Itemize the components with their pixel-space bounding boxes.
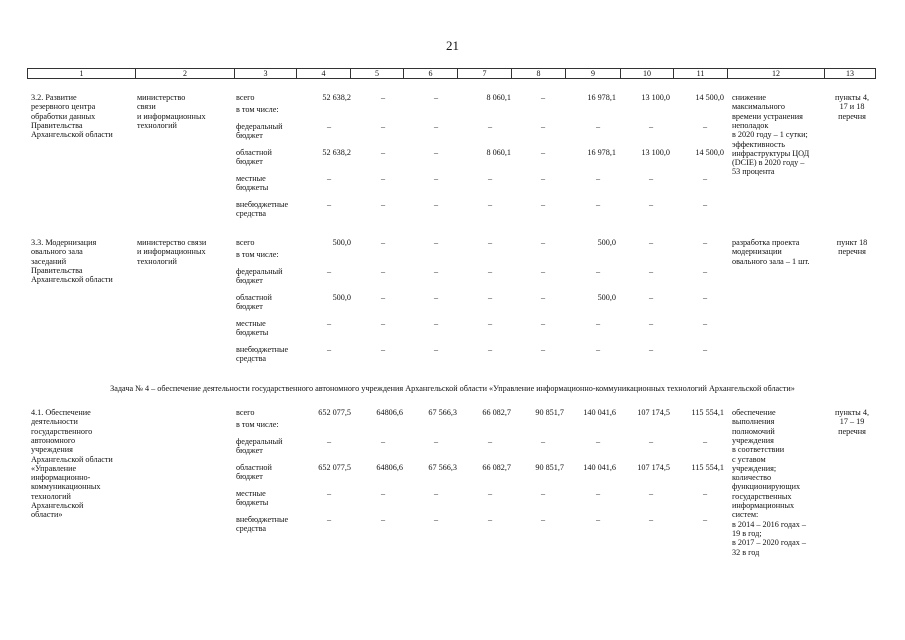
funding-value-cell: 52 638,2 bbox=[322, 93, 351, 102]
expected-result-line: систем: bbox=[732, 510, 759, 520]
executor-line: министерство связи bbox=[137, 238, 207, 247]
activity-name-line: области» bbox=[31, 510, 63, 520]
expected-result-line: овального зала – 1 шт. bbox=[732, 256, 810, 266]
funding-value-cell: – bbox=[326, 437, 332, 446]
reference-line: пункты 4, bbox=[835, 93, 869, 102]
activity-name-line: резервного центра bbox=[31, 102, 96, 112]
funding-value-cell: – bbox=[540, 515, 546, 524]
column-header: 8 bbox=[512, 69, 566, 79]
reference-line: перечня bbox=[838, 111, 866, 121]
funding-value-cell: 16 978,1 bbox=[587, 93, 616, 102]
funding-value-cell: – bbox=[380, 345, 386, 354]
activity-name-line: автономного bbox=[31, 435, 76, 445]
funding-value-cell: – bbox=[702, 293, 708, 302]
executor-line: министерство bbox=[137, 93, 186, 102]
funding-value-cell: 67 566,3 bbox=[428, 408, 457, 417]
expected-result-line: учреждения; bbox=[732, 463, 777, 473]
funding-value-cell: – bbox=[702, 515, 708, 524]
funding-value-cell: – bbox=[648, 293, 654, 302]
funding-value-cell: – bbox=[595, 345, 601, 354]
funding-value-cell: – bbox=[433, 345, 439, 354]
funding-value-cell: – bbox=[648, 122, 654, 131]
funding-value-cell: – bbox=[380, 267, 386, 276]
expected-result-line: обеспечение bbox=[732, 408, 776, 417]
funding-source-label: местные bbox=[236, 174, 266, 183]
funding-value-cell: – bbox=[380, 515, 386, 524]
funding-value-cell: – bbox=[487, 489, 493, 498]
funding-source-label: внебюджетные bbox=[236, 345, 289, 354]
activity-name-line: 3.2. Развитие bbox=[31, 93, 77, 102]
funding-source-label: средства bbox=[236, 524, 267, 534]
expected-result-line: инфраструктуры ЦОД bbox=[732, 148, 810, 158]
activity-name-line: учреждения bbox=[31, 445, 73, 455]
funding-source-label: бюджет bbox=[236, 302, 263, 312]
funding-value-cell: – bbox=[326, 345, 332, 354]
funding-value-cell: – bbox=[702, 200, 708, 209]
funding-source-label: в том числе: bbox=[236, 105, 279, 114]
funding-value-cell: – bbox=[326, 267, 332, 276]
activity-name-line: Архангельской области bbox=[31, 454, 113, 464]
expected-result-line: 32 в год bbox=[732, 547, 760, 557]
page-number: 21 bbox=[446, 38, 459, 53]
column-header: 12 bbox=[728, 69, 825, 79]
funding-value-cell: 14 500,0 bbox=[695, 93, 724, 102]
funding-source-label: федеральный bbox=[236, 267, 283, 276]
funding-source-label: федеральный bbox=[236, 437, 283, 446]
column-header: 9 bbox=[566, 69, 621, 79]
funding-value-cell: 652 077,5 bbox=[318, 408, 351, 417]
funding-value-cell: – bbox=[595, 267, 601, 276]
funding-value-cell: – bbox=[540, 319, 546, 328]
activity-name-line: Архангельской области bbox=[31, 275, 113, 285]
expected-result-line: выполнения bbox=[732, 417, 775, 427]
funding-value-cell: – bbox=[380, 293, 386, 302]
funding-value-cell: 8 060,1 bbox=[486, 148, 511, 157]
funding-value-cell: – bbox=[702, 437, 708, 446]
funding-value-cell: 500,0 bbox=[332, 293, 351, 302]
activity-name-line: 4.1. Обеспечение bbox=[31, 408, 91, 417]
funding-value-cell: – bbox=[595, 122, 601, 131]
funding-source-label: внебюджетные bbox=[236, 200, 289, 209]
funding-value-cell: – bbox=[540, 293, 546, 302]
executor-line: и информационных bbox=[137, 247, 206, 257]
reference-line: перечня bbox=[838, 426, 866, 436]
expected-result-line: с уставом bbox=[732, 454, 766, 464]
funding-value-cell: – bbox=[702, 238, 708, 247]
activity-name-line: овального зала bbox=[31, 247, 83, 257]
activity-name-line: Архангельской bbox=[31, 501, 84, 510]
funding-source-label: бюджеты bbox=[236, 328, 269, 338]
funding-value-cell: 64806,6 bbox=[376, 463, 403, 472]
funding-source-label: всего bbox=[236, 93, 255, 102]
expected-result-line: снижение bbox=[732, 93, 766, 102]
funding-value-cell: 13 100,0 bbox=[641, 93, 670, 102]
funding-value-cell: – bbox=[487, 238, 493, 247]
funding-value-cell: 64806,6 bbox=[376, 408, 403, 417]
funding-value-cell: 66 082,7 bbox=[482, 408, 511, 417]
funding-value-cell: 652 077,5 bbox=[318, 463, 351, 472]
funding-value-cell: – bbox=[540, 200, 546, 209]
funding-value-cell: 13 100,0 bbox=[641, 148, 670, 157]
activity-name-line: обработки данных bbox=[31, 111, 96, 121]
task-4-heading: Задача № 4 – обеспечение деятельности государственного автономного учреждения Архангельской области «Управление информационно-коммуникационных технологий Архангельской области» bbox=[110, 384, 795, 393]
expected-result-line: количество bbox=[732, 473, 772, 483]
funding-value-cell: 8 060,1 bbox=[486, 93, 511, 102]
funding-source-label: всего bbox=[236, 238, 255, 247]
funding-value-cell: – bbox=[433, 319, 439, 328]
column-number-header bbox=[27, 68, 876, 79]
funding-source-label: бюджет bbox=[236, 131, 263, 141]
funding-value-cell: – bbox=[540, 489, 546, 498]
funding-value-cell: – bbox=[702, 489, 708, 498]
funding-source-label: областной bbox=[236, 463, 272, 472]
column-header: 7 bbox=[458, 69, 512, 79]
activity-name-line: информационно- bbox=[31, 473, 91, 483]
funding-value-cell: – bbox=[702, 345, 708, 354]
funding-value-cell: – bbox=[433, 93, 439, 102]
funding-value-cell: – bbox=[433, 515, 439, 524]
funding-value-cell: – bbox=[540, 437, 546, 446]
executor-line: технологий bbox=[137, 256, 177, 266]
funding-value-cell: – bbox=[595, 200, 601, 209]
funding-value-cell: – bbox=[380, 489, 386, 498]
funding-value-cell: – bbox=[540, 148, 546, 157]
funding-source-label: областной bbox=[236, 293, 272, 302]
reference-line: 17 и 18 bbox=[839, 102, 865, 112]
funding-value-cell: – bbox=[433, 148, 439, 157]
funding-value-cell: 66 082,7 bbox=[482, 463, 511, 472]
funding-value-cell: – bbox=[487, 293, 493, 302]
expected-result-line: 53 процента bbox=[732, 167, 775, 177]
funding-value-cell: – bbox=[648, 319, 654, 328]
funding-value-cell: – bbox=[648, 238, 654, 247]
reference-line: пункт 18 bbox=[836, 238, 868, 247]
funding-value-cell: 52 638,2 bbox=[322, 148, 351, 157]
funding-value-cell: – bbox=[433, 437, 439, 446]
funding-value-cell: – bbox=[433, 174, 439, 183]
funding-value-cell: – bbox=[648, 200, 654, 209]
funding-value-cell: – bbox=[540, 267, 546, 276]
funding-source-label: федеральный bbox=[236, 122, 283, 131]
expected-result-line: разработка проекта bbox=[732, 238, 800, 247]
expected-result-line: информационных bbox=[732, 501, 795, 510]
funding-value-cell: – bbox=[487, 515, 493, 524]
activity-name-line: Правительства bbox=[31, 265, 83, 275]
funding-source-label: средства bbox=[236, 209, 267, 219]
reference-line: 17 – 19 bbox=[839, 417, 865, 427]
funding-value-cell: – bbox=[433, 267, 439, 276]
funding-value-cell: 90 851,7 bbox=[535, 408, 564, 417]
funding-value-cell: 16 978,1 bbox=[587, 148, 616, 157]
funding-value-cell: – bbox=[326, 200, 332, 209]
funding-value-cell: 115 554,1 bbox=[691, 463, 724, 472]
funding-value-cell: – bbox=[540, 174, 546, 183]
expected-result-line: в 2020 году – 1 сутки; bbox=[732, 130, 808, 140]
funding-value-cell: – bbox=[326, 489, 332, 498]
funding-value-cell: – bbox=[702, 267, 708, 276]
expected-result-line: функционирующих bbox=[732, 482, 801, 492]
funding-value-cell: 90 851,7 bbox=[535, 463, 564, 472]
funding-value-cell: – bbox=[648, 437, 654, 446]
funding-value-cell: 107 174,5 bbox=[637, 463, 670, 472]
activity-name-line: Правительства bbox=[31, 120, 83, 130]
funding-value-cell: – bbox=[487, 174, 493, 183]
expected-result-line: государственных bbox=[732, 491, 792, 501]
funding-value-cell: – bbox=[595, 174, 601, 183]
activity-name-line: технологий bbox=[31, 491, 71, 501]
expected-result-line: в 2014 – 2016 годах – bbox=[732, 519, 806, 529]
funding-value-cell: – bbox=[380, 319, 386, 328]
funding-value-cell: 500,0 bbox=[597, 293, 616, 302]
expected-result-line: учреждения bbox=[732, 435, 774, 445]
expected-result-line: максимального bbox=[732, 102, 785, 112]
funding-source-label: бюджет bbox=[236, 446, 263, 456]
funding-value-cell: – bbox=[595, 319, 601, 328]
funding-value-cell: – bbox=[648, 515, 654, 524]
expected-result-line: в 2017 – 2020 годах – bbox=[732, 538, 806, 548]
funding-value-cell: 107 174,5 bbox=[637, 408, 670, 417]
activity-name-line: «Управление bbox=[31, 463, 77, 473]
funding-value-cell: – bbox=[702, 174, 708, 183]
funding-value-cell: – bbox=[433, 238, 439, 247]
expected-result-line: эффективность bbox=[732, 139, 785, 149]
funding-value-cell: – bbox=[380, 174, 386, 183]
funding-value-cell: – bbox=[487, 267, 493, 276]
funding-value-cell: – bbox=[540, 122, 546, 131]
funding-source-label: бюджеты bbox=[236, 183, 269, 193]
executor-line: технологий bbox=[137, 120, 177, 130]
funding-value-cell: – bbox=[326, 174, 332, 183]
funding-value-cell: – bbox=[487, 200, 493, 209]
funding-value-cell: – bbox=[326, 319, 332, 328]
column-header: 11 bbox=[674, 69, 728, 79]
expected-result-line: (DCIE) в 2020 году – bbox=[732, 158, 805, 168]
funding-source-label: областной bbox=[236, 148, 272, 157]
funding-value-cell: 140 041,6 bbox=[583, 408, 616, 417]
executor-line: связи bbox=[137, 102, 156, 112]
activity-name-line: государственного bbox=[31, 426, 93, 436]
column-header: 2 bbox=[136, 69, 235, 79]
column-header: 13 bbox=[825, 69, 876, 79]
funding-value-cell: – bbox=[702, 122, 708, 131]
column-header: 5 bbox=[351, 69, 404, 79]
funding-value-cell: – bbox=[433, 489, 439, 498]
funding-source-label: местные bbox=[236, 489, 266, 498]
funding-value-cell: 14 500,0 bbox=[695, 148, 724, 157]
funding-value-cell: – bbox=[380, 238, 386, 247]
funding-source-label: в том числе: bbox=[236, 420, 279, 429]
expected-result-line: неполадок bbox=[732, 120, 769, 130]
activity-name-line: коммуникационных bbox=[31, 482, 101, 492]
activity-name-line: 3.3. Модернизация bbox=[31, 238, 97, 247]
column-header: 4 bbox=[297, 69, 351, 79]
funding-value-cell: – bbox=[380, 122, 386, 131]
funding-value-cell: – bbox=[433, 200, 439, 209]
funding-value-cell: – bbox=[380, 93, 386, 102]
activity-name-line: Архангельской области bbox=[31, 130, 113, 140]
funding-source-label: бюджет bbox=[236, 472, 263, 482]
funding-source-label: бюджеты bbox=[236, 498, 269, 508]
funding-value-cell: – bbox=[595, 515, 601, 524]
funding-source-label: внебюджетные bbox=[236, 515, 289, 524]
funding-value-cell: 115 554,1 bbox=[691, 408, 724, 417]
funding-value-cell: – bbox=[595, 489, 601, 498]
funding-source-label: местные bbox=[236, 319, 266, 328]
funding-value-cell: – bbox=[540, 93, 546, 102]
funding-value-cell: – bbox=[487, 319, 493, 328]
funding-value-cell: – bbox=[648, 345, 654, 354]
column-header: 1 bbox=[28, 69, 136, 79]
funding-value-cell: – bbox=[648, 174, 654, 183]
funding-value-cell: – bbox=[380, 200, 386, 209]
funding-value-cell: – bbox=[540, 238, 546, 247]
reference-line: пункты 4, bbox=[835, 408, 869, 417]
funding-source-label: средства bbox=[236, 354, 267, 364]
funding-value-cell: – bbox=[487, 437, 493, 446]
funding-source-label: в том числе: bbox=[236, 250, 279, 259]
funding-value-cell: – bbox=[433, 293, 439, 302]
funding-value-cell: 500,0 bbox=[597, 238, 616, 247]
column-header: 3 bbox=[235, 69, 297, 79]
funding-value-cell: – bbox=[540, 345, 546, 354]
expected-result-line: в соответствии bbox=[732, 445, 785, 455]
funding-value-cell: 140 041,6 bbox=[583, 463, 616, 472]
activity-name-line: деятельности bbox=[31, 417, 78, 427]
funding-value-cell: – bbox=[380, 437, 386, 446]
column-header: 10 bbox=[621, 69, 674, 79]
expected-result-line: времени устранения bbox=[732, 111, 803, 121]
funding-value-cell: – bbox=[380, 148, 386, 157]
funding-source-label: всего bbox=[236, 408, 255, 417]
expected-result-line: полномочий bbox=[732, 426, 775, 436]
funding-source-label: бюджет bbox=[236, 157, 263, 167]
funding-value-cell: – bbox=[487, 345, 493, 354]
funding-value-cell: – bbox=[648, 267, 654, 276]
funding-value-cell: – bbox=[487, 122, 493, 131]
activity-name-line: заседаний bbox=[31, 256, 67, 266]
reference-line: перечня bbox=[838, 247, 866, 257]
funding-value-cell: 67 566,3 bbox=[428, 463, 457, 472]
expected-result-line: модернизации bbox=[732, 247, 782, 257]
funding-value-cell: – bbox=[326, 515, 332, 524]
expected-result-line: 19 в год; bbox=[732, 528, 762, 538]
funding-source-label: бюджет bbox=[236, 276, 263, 286]
funding-value-cell: – bbox=[433, 122, 439, 131]
funding-value-cell: – bbox=[595, 437, 601, 446]
funding-value-cell: 500,0 bbox=[332, 238, 351, 247]
funding-value-cell: – bbox=[648, 489, 654, 498]
executor-line: и информационных bbox=[137, 111, 206, 121]
funding-value-cell: – bbox=[702, 319, 708, 328]
funding-value-cell: – bbox=[326, 122, 332, 131]
column-header: 6 bbox=[404, 69, 458, 79]
